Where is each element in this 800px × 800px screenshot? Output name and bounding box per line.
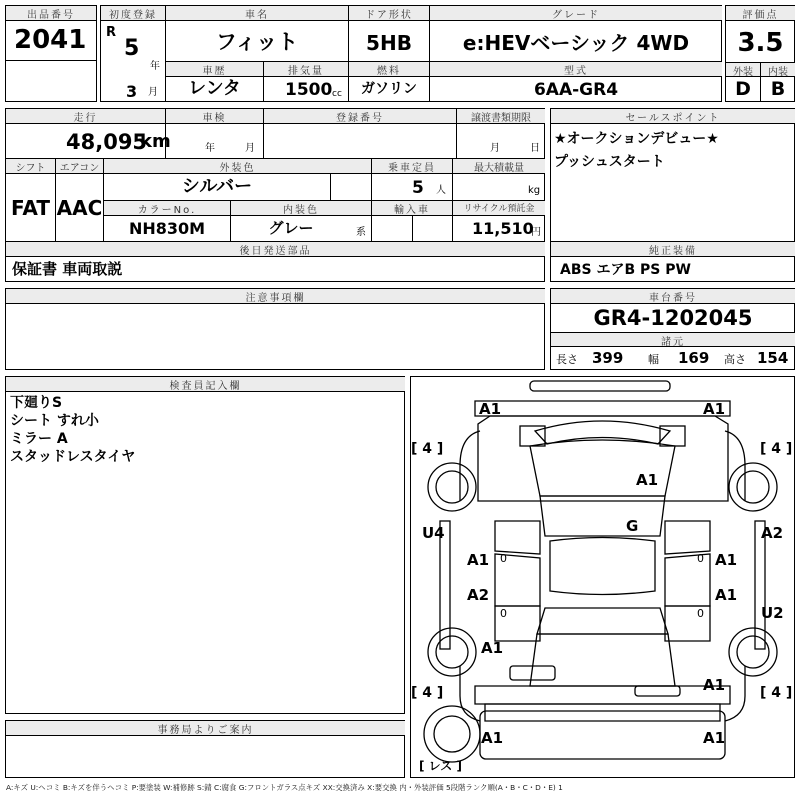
int-color-suffix: 系 [356, 227, 366, 238]
reg-month: 3 [126, 82, 138, 101]
width-value: 169 [678, 349, 710, 367]
sales-point-1: ★オークションデビュー★ [554, 131, 719, 147]
reg-year: 5 [124, 36, 140, 61]
car-outline [410, 376, 795, 778]
diagram-left-rear-door: A2 [467, 586, 490, 604]
height-value: 154 [757, 349, 789, 367]
displacement-header: 排気量 [264, 62, 348, 76]
history-header: 車歴 [166, 62, 263, 76]
width-label: 幅 [648, 353, 659, 366]
diagram-right-rear-pillar: U2 [761, 604, 784, 622]
specs-header: 諸元 [551, 333, 795, 346]
caution-header: 注意事項欄 [6, 289, 545, 303]
displacement: 1500 [285, 80, 333, 100]
diagram-right-front-door: A1 [715, 551, 738, 569]
diagram-rr-tire: [ 4 ] [760, 685, 793, 701]
inspection-year-unit: 年 [205, 143, 215, 154]
mileage-unit: km [140, 131, 171, 152]
capacity-unit: 人 [436, 185, 446, 196]
interior-grade: B [770, 78, 786, 100]
diagram-rl-tire: [ 4 ] [411, 685, 444, 701]
inspection-header: 車検 [166, 109, 263, 123]
max-load-header: 最大積載量 [453, 159, 545, 173]
transfer-header: 譲渡書類期限 [457, 109, 545, 123]
car-name: フィット [215, 30, 299, 54]
diagram-right-pillar: A2 [761, 524, 784, 542]
diagram-left-pillar: U4 [422, 524, 445, 542]
reg-no-header: 登録番号 [264, 109, 456, 123]
lot-number: 2041 [14, 25, 87, 55]
grade: e:HEVベーシック 4WD [462, 31, 690, 55]
color-no-header: カラーNo. [104, 201, 230, 215]
door-header: ドア形状 [349, 6, 429, 20]
exterior-color: シルバー [181, 176, 253, 197]
chassis-header: 車台番号 [551, 289, 795, 303]
year-unit: 年 [150, 61, 160, 72]
diagram-rear-left-bottom: A1 [481, 729, 504, 747]
ext-color-header: 外装色 [104, 159, 371, 173]
length-label: 長さ [556, 353, 578, 366]
diagram-fr-tire: [ 4 ] [760, 441, 793, 457]
mileage-header: 走行 [6, 109, 165, 123]
month-unit: 月 [148, 87, 158, 98]
interior-color: グレー [268, 219, 314, 237]
inspection-month-unit: 月 [245, 143, 255, 154]
sales-header: セールスポイント [551, 109, 795, 123]
exterior-header: 外装 [726, 63, 760, 76]
inspector-note-2: シート すれ小 [10, 413, 99, 429]
load-unit: kg [528, 185, 541, 196]
diagram-front-left: A1 [479, 400, 502, 418]
transfer-month-unit: 月 [490, 143, 500, 154]
model-header: 型式 [430, 62, 722, 76]
lot-header: 出品番号 [6, 6, 96, 20]
recycle-fee: 11,510 [472, 219, 534, 238]
diagram-fl-tire: [ 4 ] [411, 441, 444, 457]
shift: FAT [11, 196, 50, 220]
displacement-unit: cc [332, 89, 342, 99]
model-code: 6AA-GR4 [533, 80, 619, 100]
diagram-rear-right-bottom: A1 [703, 729, 726, 747]
exterior-grade: D [735, 78, 751, 100]
car-history: レンタ [188, 78, 241, 99]
era: R [106, 25, 117, 40]
capacity: 5 [412, 178, 424, 198]
car-name-header: 車名 [166, 6, 348, 20]
recycle-header: リサイクル預託金 [453, 201, 545, 215]
diagram-left-front-door: A1 [467, 551, 490, 569]
diagram-right-door-mark: 0 [697, 552, 704, 565]
capacity-header: 乗車定員 [372, 159, 452, 173]
genuine-equipment: ABS エアB PS PW [560, 262, 691, 278]
grade-header: グレード [430, 6, 722, 20]
diagram-left-rear-mark: 0 [500, 607, 507, 620]
height-label: 高さ [724, 353, 746, 366]
diagram-front-right: A1 [703, 400, 726, 418]
sales-point-2: プッシュスタート [554, 154, 665, 170]
diagram-spare-tire: [ レス ] [419, 759, 462, 773]
mileage: 48,095 [66, 130, 148, 154]
later-docs-header: 後日発送部品 [6, 242, 545, 256]
diagram-right-rear-door: A1 [715, 586, 738, 604]
diagram-roof: G [626, 517, 639, 535]
transfer-day-unit: 日 [530, 143, 540, 154]
inspector-note-4: スタッドレスタイヤ [10, 449, 136, 465]
shift-header: シフト [6, 159, 55, 173]
first-reg-header: 初度登録 [101, 6, 165, 20]
inspector-note-3: ミラー A [10, 431, 68, 447]
diagram-right-rear-mark: 0 [697, 607, 704, 620]
diagram-hood: A1 [636, 471, 659, 489]
interior-header: 内装 [761, 63, 795, 76]
score: 3.5 [737, 28, 784, 58]
diagram-left-rear: A1 [481, 639, 504, 657]
genuine-header: 純正装備 [551, 242, 795, 256]
length-value: 399 [592, 349, 624, 367]
fuel-header: 燃料 [349, 62, 429, 76]
inspector-note-1: 下廻りS [10, 395, 63, 411]
diagram-rear-right: A1 [703, 676, 726, 694]
score-header: 評価点 [726, 6, 795, 20]
legend: A:キズ U:ヘコミ B:キズを伴うヘコミ P:要塗装 W:補修跡 S:錆 C:腐食 G:フロントガラス点キズ XX:交換済み X:要交換 内・外装評価 5段階ランク順(A・B・C・D・E) 1 [6, 783, 563, 792]
int-color-header: 内装色 [231, 201, 371, 215]
inspector-header: 検査員記入欄 [6, 377, 405, 391]
fuel: ガソリン [361, 81, 417, 97]
import-header: 輸入車 [372, 201, 452, 215]
later-docs: 保証書 車両取説 [12, 260, 123, 278]
aircon: AAC [56, 196, 103, 220]
door-type: 5HB [366, 31, 412, 55]
recycle-unit: 円 [531, 227, 541, 238]
diagram-left-door-mark: 0 [500, 552, 507, 565]
color-no: NH830M [128, 219, 206, 238]
chassis-number: GR4-1202045 [593, 306, 753, 330]
aircon-header: エアコン [56, 159, 103, 173]
office-header: 事務局よりご案内 [6, 721, 405, 735]
